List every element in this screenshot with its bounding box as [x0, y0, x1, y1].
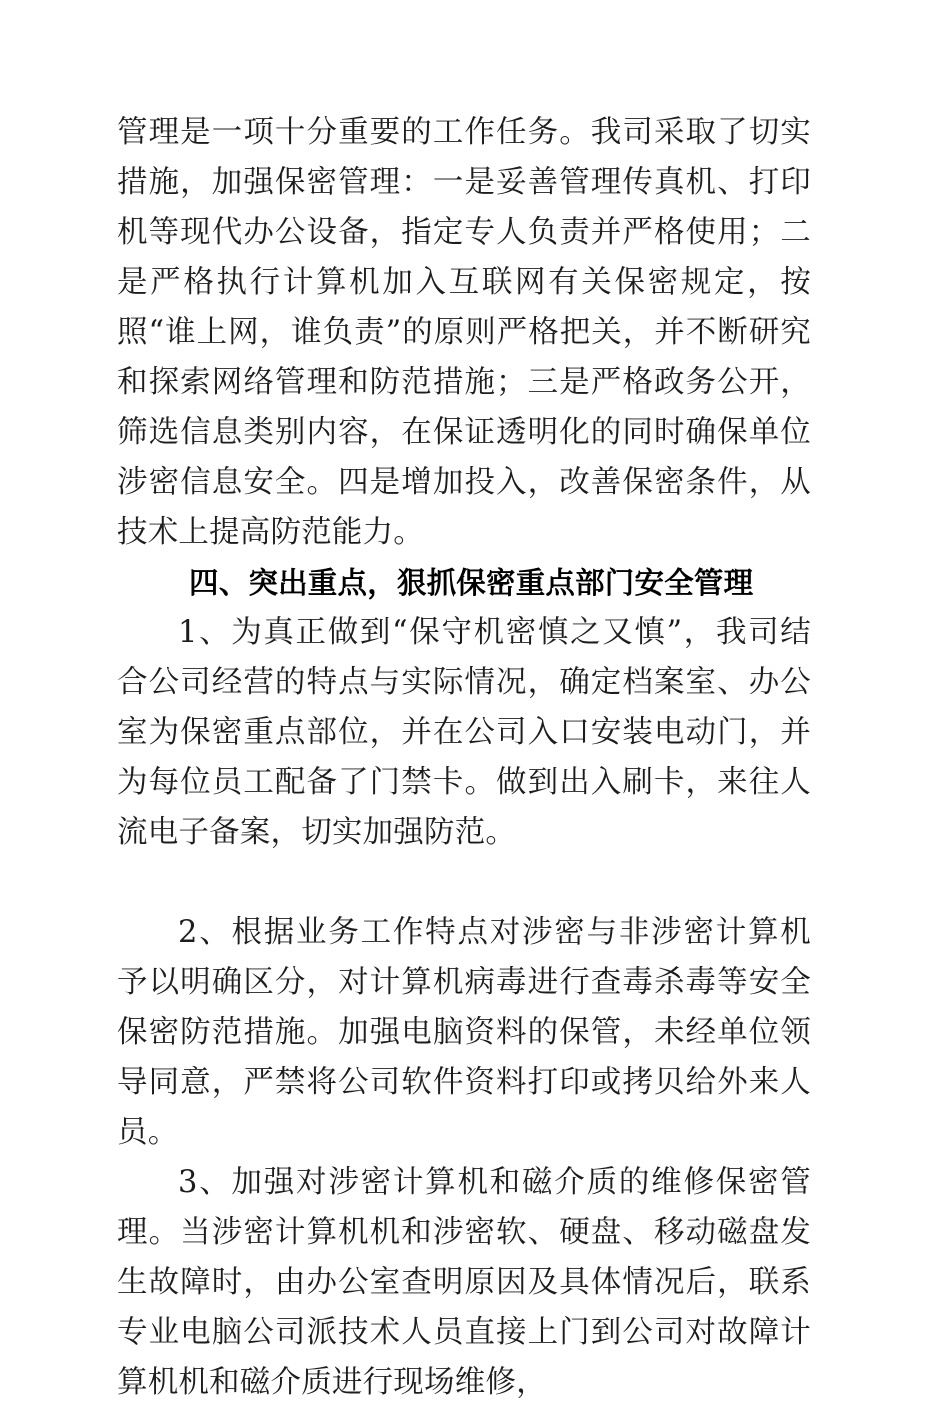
document-text-column — [117, 108, 811, 1408]
paragraph-item-2: 2、根据业务工作特点对涉密与非涉密计算机予以明确区分，对计算机病毒进行查毒杀毒等安全保密防范措施。加强电脑资料的保管，未经单位领导同意，严禁将公司软件资料打印或拷贝给外来人员。 — [117, 915, 811, 1150]
paragraph-item-3: 3、加强对涉密计算机和磁介质的维修保密管理。当涉密计算机机和涉密软、硬盘、移动磁盘发生故障时，由办公室查明原因及具体情况后，联系专业电脑公司派技术人员直接上门到公司对故障计算机机和磁介质进行现场维修， — [117, 1165, 811, 1400]
paragraph-secrecy-management-measures: 管理是一项十分重要的工作任务。我司采取了切实措施，加强保密管理：一是妥善管理传真机、打印机等现代办公设备，指定专人负责并严格使用；二是严格执行计算机加入互联网有关保密规定，按照“谁上网，谁负责”的原则严格把关，并不断研究和探索网络管理和防范措施；三是严格政务公开，筛选信息类别内容，在保证透明化的同时确保单位涉密信息安全。四是增加投入，改善保密条件，从技术上提高防范能力。 — [117, 115, 811, 550]
blank-line-separator — [117, 858, 811, 908]
heading-section-four: 四、突出重点，狠抓保密重点部门安全管理 — [189, 566, 754, 600]
paragraph-item-1: 1、为真正做到“保守机密慎之又慎”，我司结合公司经营的特点与实际情况，确定档案室、办公室为保密重点部位，并在公司入口安装电动门，并为每位员工配备了门禁卡。做到出入刷卡，来往人流电子备案，切实加强防范。 — [117, 615, 811, 850]
